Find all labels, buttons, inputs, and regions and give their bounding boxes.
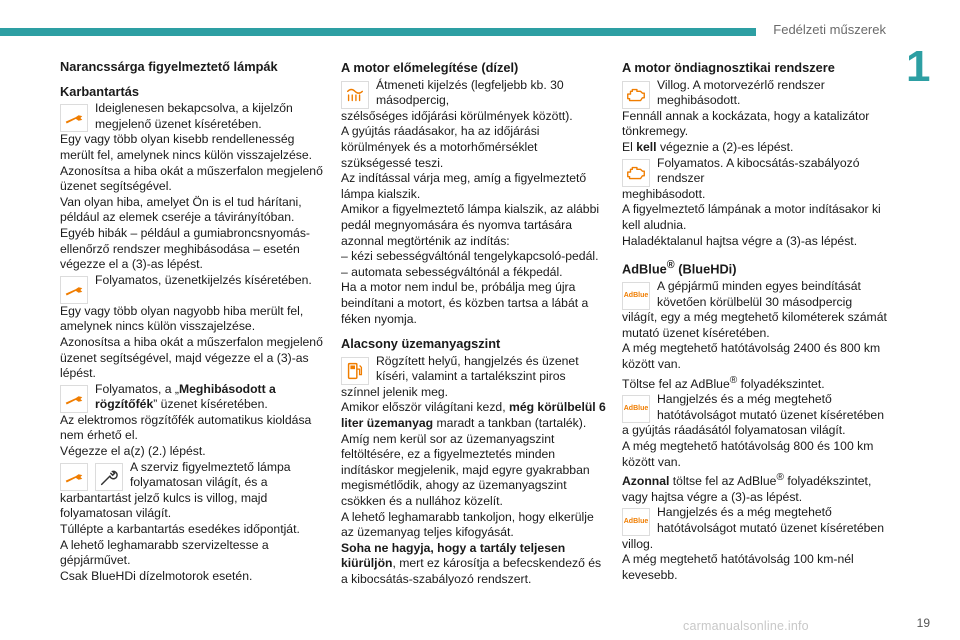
col3-entry-4-text: Hangjelzés és a még megtehető hatótávolságot mutató üzenet kíséretében [657,392,884,422]
col2-p10: Amíg nem kerül sor az üzemanyagszint feltöltésére, ez a figyelmeztetés minden indításkor megjelenik, majd egyre gyakrabban megismétlődik, ahogy az üzemanyagszint csökken és a nullához közelít. [341,431,590,509]
col1-p10: Túllépte a karbantartás esedékes időpontját. [60,522,300,537]
col2-p4: Amikor a figyelmeztető lámpa kialszik, az alábbi pedál megnyomására és nyomva tartására azonnal megtörténik az indítás: [341,202,600,248]
adblue-icon: AdBlue [622,282,650,310]
col1-p9: karbantartást jelző kulcs is villog, majd folyamatosan világít. [60,490,268,521]
col3-entry-1 [622,78,890,109]
col3-entry-2 [622,156,890,187]
col3-p11: Azonnal töltse fel az AdBlue® folyadékszintet, vagy hajtsa végre a (3)-as lépést. [622,472,872,504]
col2-entry-2 [341,354,609,385]
col1-p4: Egyéb hibák – például a gumiabroncsnyomás-ellenőrző rendszer meghibásodása – esetén végezze el a (3)-as lépést. [60,225,310,272]
col3-p1: Fennáll annak a kockázata, hogy a katalizátor tönkremegy. [622,108,870,139]
col2-p5: – kézi sebességváltónál tengelykapcsoló-pedál. [341,249,599,264]
col2-heading-fuel: Alacsony üzemanyagszint [341,336,501,352]
col3-entry-2-text: Folyamatos. A kibocsátás-szabályozó rendszer [657,155,860,186]
col3-entry-5 [622,505,890,536]
watermark: carmanualsonline.info [683,619,809,633]
col3-p10: A még megtehető hatótávolság 800 és 100 km között van. [622,438,874,469]
col3-heading-adblue: AdBlue® (BlueHDi) [622,259,737,277]
section-title: Fedélzeti műszerek [773,22,886,37]
col2-heading-preheat: A motor előmelegítése (dízel) [341,60,519,75]
col3-p5: Haladéktalanul hajtsa végre a (3)-as lépést. [622,233,858,248]
col2-p3: Az indítással várja meg, amíg a figyelmeztető lámpa kialszik. [341,171,587,201]
col3-p2: El kell végeznie a (2)-es lépést. [622,139,794,154]
column-2 [341,58,609,588]
col1-entry-2 [60,273,328,304]
col1-entry-1-text: Ideiglenesen bekapcsolva, a kijelzőn megjelenő üzenet kíséretében. [95,101,293,131]
col1-p1: Egy vagy több olyan kisebb rendellenesség merült fel, amelynek nincs külön visszajelzése. [60,132,312,162]
col3-p3: meghibásodott. [622,186,706,201]
col1-title: Narancssárga figyelmeztető lámpák [60,59,278,74]
col3-p7: A még megtehető hatótávolság 2400 és 800 km között van. [622,341,881,371]
col1-p2: Azonosítsa a hiba okát a műszerfalon megjelenő üzenet segítségével. [60,163,323,194]
col1-p7: Az elektromos rögzítőfék automatikus kioldása nem érhető el. [60,412,312,443]
wrench-icon [60,385,88,413]
glow-plug-icon [341,81,369,109]
col3-entry-5-text: Hangjelzés és a még megtehető hatótávolságot mutató üzenet kíséretében [657,505,884,536]
column-1 [60,58,328,584]
col3-p9: a gyújtás ráadásától folyamatosan világít. [622,423,846,438]
col1-entry-1 [60,101,328,132]
col1-p5: Egy vagy több olyan nagyobb hiba merült fel, amelynek nincs külön visszajelzése. [60,303,304,334]
col1-p6: Azonosítsa a hiba okát a műszerfalon megjelenő üzenet segítségével, majd végezze el a (3)-as lépést. [60,334,323,381]
col1-entry-3 [60,382,328,413]
col3-entry-3 [622,279,890,310]
wrench-icon [60,104,88,132]
wrench-icon [60,463,88,491]
col2-p6: – automata sebességváltónál a fékpedál. [341,264,563,279]
col2-p7: Ha a motor nem indul be, próbálja meg újra beindítani a motort, és közben tartsa a lábát a féken nyomja. [341,280,589,326]
col3-p12: villog. [622,536,654,551]
column-3 [622,58,890,583]
adblue-icon: AdBlue [622,395,650,423]
col2-p8: színnel jelenik meg. [341,384,449,399]
col3-p4: A figyelmeztető lámpának a motor indításakor ki kell aludnia. [622,202,881,232]
wrench-icon [60,276,88,304]
col1-p11: A lehető leghamarabb szervizeltesse a gépjárművet. [60,537,269,568]
col2-p2: A gyújtás ráadásakor, ha az időjárási körülmények és a motorhőmérséklet szükségessé teszi. [341,124,540,170]
col1-heading: Karbantartás [60,83,139,99]
col3-p8: Töltse fel az AdBlue® folyadékszintet. [622,374,825,391]
col1-entry-3-text: Folyamatos, a „Meghibásodott a rögzítőfék” üzenet kíséretében. [95,381,276,412]
service-key-icon [95,463,123,491]
col2-p12: Soha ne hagyja, hogy a tartály teljesen kiürüljön, mert ez károsítja a befecskendező és a kibocsátás-szabályozó rendszert. [341,540,602,586]
header-accent-bar [0,28,756,36]
col3-entry-1-text: Villog. A motorvezérlő rendszer meghibásodott. [657,77,825,108]
col3-p6: világít, egy a még megtehető kilométerek számát mutató üzenet kíséretében. [622,310,887,340]
col1-entry-4-text: A szerviz figyelmeztető lámpa folyamatosan világít, és a [130,459,291,490]
col3-heading-diagnostics: A motor öndiagnosztikai rendszere [622,60,835,75]
col2-p1: szélsőséges időjárási körülmények között). [341,108,573,123]
col2-p11: A lehető leghamarabb tankoljon, hogy elkerülje az üzemanyag teljes kifogyását. [341,509,594,540]
adblue-icon: AdBlue [622,508,650,536]
col1-p8: Végezze el a(z) (2.) lépést. [60,444,206,459]
engine-icon [622,159,650,187]
col2-entry-2-text: Rögzített helyű, hangjelzés és üzenet kíséri, valamint a tartalékszint piros [376,353,579,384]
page-number: 19 [916,616,930,630]
col3-entry-3-text: A gépjármű minden egyes beindítását követően körülbelül 30 másodpercig [657,278,861,309]
col2-entry-1 [341,78,609,109]
col1-p3: Van olyan hiba, amelyet Ön is el tud hárítani, például az elemek cseréje a távirányítóban. [60,194,302,225]
col1-entry-2-text: Folyamatos, üzenetkijelzés kíséretében. [95,272,312,287]
col3-entry-4 [622,392,890,423]
col3-p13: A még megtehető hatótávolság 100 km-nél kevesebb. [622,552,854,582]
chapter-tab [896,38,960,96]
col2-p9: Amikor először világítani kezd, még körülbelül 6 liter üzemanyag maradt a tankban (tartalék). [341,400,606,431]
fuel-pump-icon [341,357,369,385]
col1-entry-4 [60,460,328,491]
col2-entry-1-text: Átmeneti kijelzés (legfeljebb kb. 30 másodpercig, [376,77,564,108]
chapter-number: 1 [906,42,931,91]
col1-p12: Csak BlueHDi dízelmotorok esetén. [60,568,253,583]
engine-icon [622,81,650,109]
